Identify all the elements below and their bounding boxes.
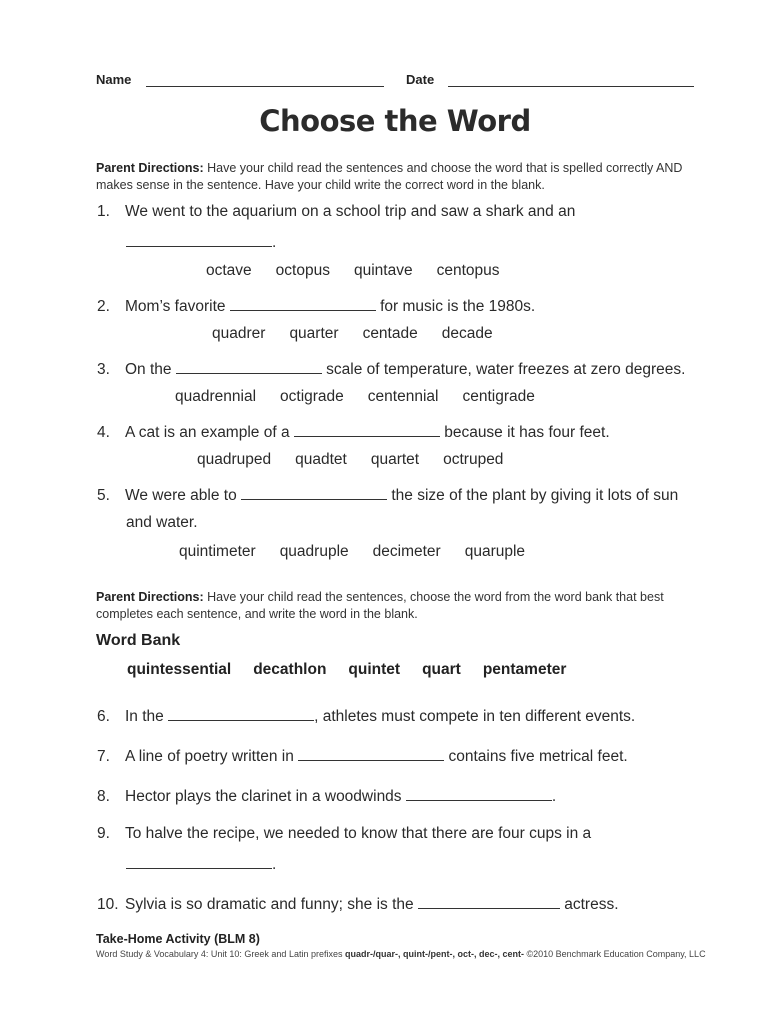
question-text: We went to the aquarium on a school trip and saw a shark and an — [125, 203, 576, 220]
question-text-after: actress. — [564, 896, 619, 913]
question-text-after: for music is the 1980s. — [380, 298, 536, 315]
question-text: Sylvia is so dramatic and funny; she is the — [125, 896, 414, 913]
word-bank-word: pentameter — [482, 661, 567, 678]
question-text-after: contains five metrical feet. — [448, 748, 628, 765]
question-8 — [97, 786, 556, 806]
question-number: 4. — [97, 424, 110, 441]
choice-word: octigrade — [280, 388, 344, 405]
choice-word: quartet — [370, 451, 420, 468]
parent-directions-1 — [96, 160, 706, 194]
question-1-choices — [206, 262, 524, 280]
question-1 — [97, 203, 575, 221]
question-number: 1. — [97, 203, 110, 220]
question-text: We were able to — [125, 487, 237, 504]
choice-word: centade — [362, 325, 418, 342]
choice-word: octopus — [275, 262, 330, 279]
word-bank-word: quintet — [348, 661, 401, 678]
question-text-after: the size of the plant by giving it lots of sun — [391, 487, 679, 504]
choice-word: quadrennial — [175, 388, 257, 405]
directions-label: Parent Directions: — [96, 161, 204, 175]
question-number: 5. — [97, 487, 110, 504]
choice-word: quaruple — [464, 543, 526, 560]
question-5-choices — [179, 543, 549, 561]
answer-blank[interactable] — [406, 786, 552, 801]
answer-blank[interactable] — [418, 894, 560, 909]
answer-blank[interactable] — [230, 296, 376, 311]
question-text: Hector plays the clarinet in a woodwinds — [125, 788, 402, 805]
question-text: A cat is an example of a — [125, 424, 290, 441]
date-label: Date — [406, 72, 435, 87]
name-field[interactable] — [146, 86, 384, 87]
question-4 — [97, 422, 610, 442]
question-3 — [97, 359, 685, 379]
directions-text: Have your child read the sentences and choose the word that is spelled correctly AND makes sense in the sentence. Have your child write the correct word in the blank. — [96, 161, 683, 192]
question-text: In the — [125, 708, 164, 725]
footer-unit-text: Word Study & Vocabulary 4: Unit 10: Greek and Latin prefixes — [96, 949, 343, 959]
question-3-choices — [175, 388, 559, 406]
question-text-after: because it has four feet. — [444, 424, 610, 441]
question-text: A line of poetry written in — [125, 748, 294, 765]
word-bank-word: quart — [422, 661, 461, 678]
word-bank-title: Word Bank — [96, 632, 181, 649]
question-number: 3. — [97, 361, 110, 378]
choice-word: quarter — [289, 325, 339, 342]
question-text-after: . — [272, 856, 277, 873]
answer-blank[interactable] — [126, 232, 272, 247]
question-2-choices — [212, 325, 517, 343]
question-7 — [97, 746, 628, 766]
choice-word: centigrade — [462, 388, 535, 405]
answer-blank[interactable] — [294, 422, 440, 437]
question-text-after: scale of temperature, water freezes at zero degrees. — [326, 361, 686, 378]
choice-word: decade — [441, 325, 493, 342]
question-text: On the — [125, 361, 172, 378]
question-text-after: . — [551, 788, 557, 805]
name-label: Name — [96, 72, 132, 87]
question-text-after: , athletes must compete in ten different events. — [314, 708, 636, 725]
question-10 — [97, 894, 619, 914]
choice-word: octruped — [443, 451, 504, 468]
choice-word: decimeter — [372, 543, 441, 560]
question-text: To halve the recipe, we needed to know that there are four cups in a — [125, 825, 592, 842]
question-number: 9. — [97, 825, 110, 842]
choice-word: centennial — [367, 388, 439, 405]
choice-word: quintave — [353, 262, 413, 279]
question-number: 6. — [97, 708, 110, 725]
choice-word: centopus — [436, 262, 500, 279]
answer-blank[interactable] — [168, 706, 314, 721]
question-text-after: . — [272, 234, 277, 251]
question-number: 8. — [97, 788, 110, 805]
choice-word: quadtet — [295, 451, 347, 468]
choice-word: quadrer — [212, 325, 266, 342]
question-6 — [97, 706, 635, 726]
question-5-continued: and water. — [126, 514, 198, 531]
directions-text: Have your child read the sentences, choose the word from the word bank that best completes each sentence, and write the word in the blank. — [96, 590, 664, 621]
question-4-choices — [197, 451, 527, 469]
question-2 — [97, 296, 535, 316]
question-9 — [97, 825, 591, 843]
directions-label: Parent Directions: — [96, 590, 204, 604]
choice-word: octave — [206, 262, 252, 279]
question-number: 10. — [97, 896, 119, 913]
answer-blank[interactable] — [298, 746, 444, 761]
date-field[interactable] — [448, 86, 694, 87]
question-9-continued — [126, 854, 276, 874]
page-title: Choose the Word — [259, 104, 531, 138]
choice-word: quintimeter — [179, 543, 256, 560]
choice-word: quadruple — [279, 543, 349, 560]
answer-blank[interactable] — [176, 359, 322, 374]
footer-credit — [96, 949, 706, 959]
question-text: Mom’s favorite — [125, 298, 226, 315]
footer-title: Take-Home Activity (BLM 8) — [96, 932, 260, 946]
question-5 — [97, 485, 678, 505]
question-1-continued — [126, 232, 276, 252]
question-number: 7. — [97, 748, 110, 765]
question-number: 2. — [97, 298, 110, 315]
answer-blank[interactable] — [241, 485, 387, 500]
word-bank-word: quintessential — [127, 661, 232, 678]
parent-directions-2 — [96, 589, 706, 623]
choice-word: quadruped — [197, 451, 272, 468]
footer-copyright: ©2010 Benchmark Education Company, LLC — [526, 949, 706, 959]
word-bank — [127, 661, 588, 679]
footer-prefixes: quadr-/quar-, quint-/pent-, oct-, dec-, cent- — [344, 949, 524, 959]
name-date-header — [96, 72, 696, 92]
word-bank-word: decathlon — [253, 661, 327, 678]
answer-blank[interactable] — [126, 854, 272, 869]
